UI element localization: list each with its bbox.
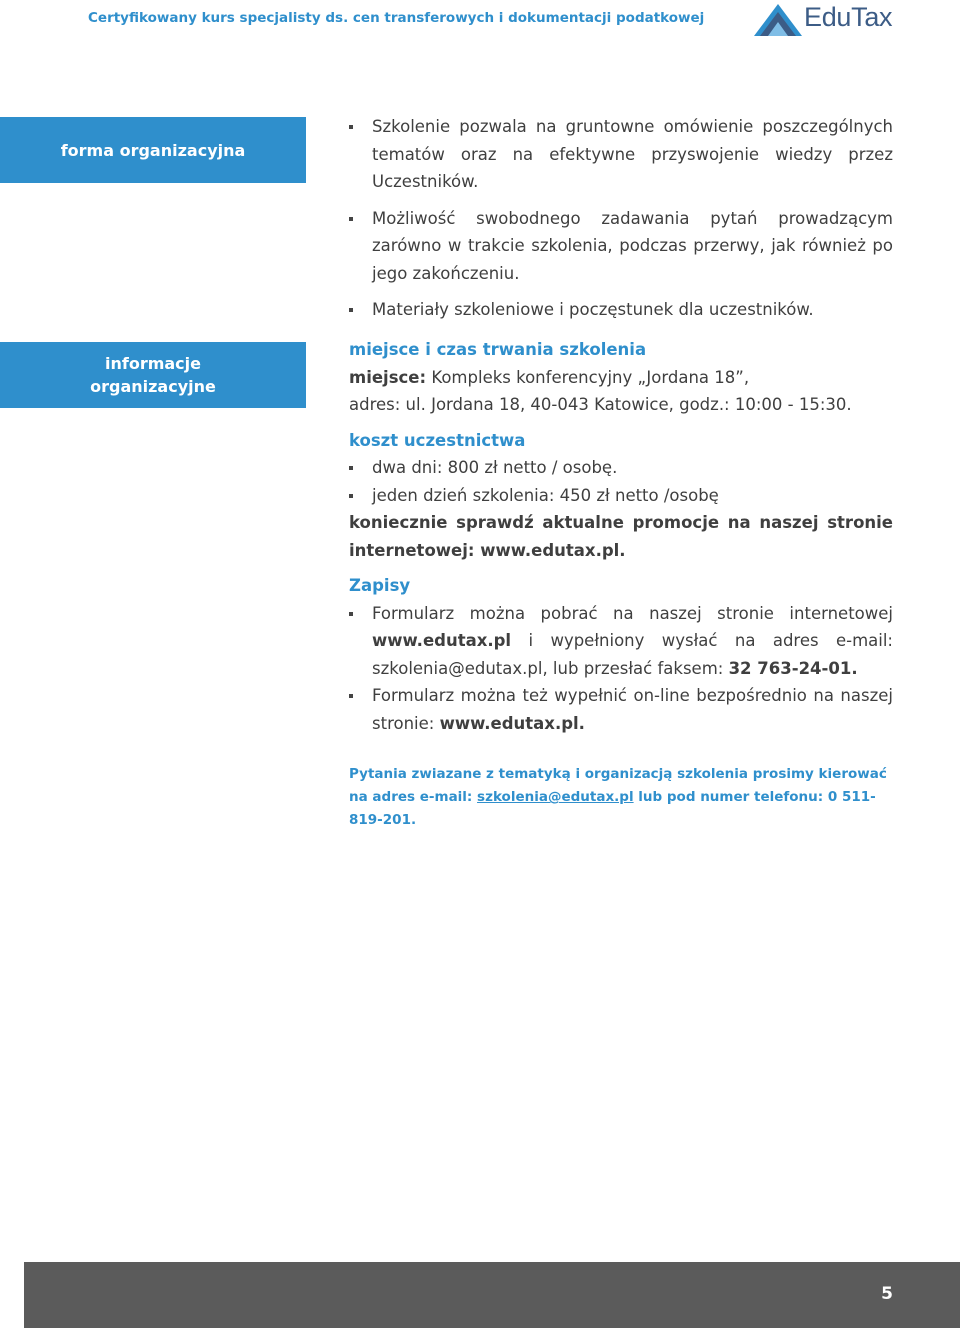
list-item: dwa dni: 800 zł netto / osobę. [349,454,893,482]
place-line [349,364,893,392]
enroll-item1-mid: i wypełniony wysłać na adres e-mail: szkolenia@edutax.pl, lub przesłać faksem: [372,631,893,678]
informacje-organizacyjne-label [0,342,306,408]
forma-section [349,113,893,333]
enroll-item2-link[interactable]: www.edutax.pl. [439,713,585,733]
cost-list [349,454,893,509]
list-item: Materiały szkoleniowe i poczęstunek dla uczestników. [349,296,893,324]
logo-text: EduTax [804,2,893,32]
contact-note [349,763,894,832]
logo-icon [752,2,804,38]
list-item [349,682,893,737]
list-item: Szkolenie pozwala na gruntowne omówienie poszczególnych tematów oraz na efektywne przyswojenie wiedzy przez Uczestników. [349,113,893,196]
contact-note-text: Pytania zwiazane z tematyką i organizacją szkolenia prosimy kierować na adres e-mail: [349,766,887,805]
info-label-line2: organizacyjne [90,377,216,396]
fax-number: 32 763-24-01. [728,658,858,678]
forma-label-text: forma organizacyjna [60,140,246,160]
forma-organizacyjna-label [0,117,306,183]
enroll-heading: Zapisy [349,576,411,595]
place-label: miejsce: [349,367,427,387]
enroll-item1-pre: Formularz można pobrać na naszej stronie internetowej [372,603,893,623]
info-label-line1: informacje [104,354,201,373]
list-item: Możliwość swobodnego zadawania pytań prowadzącym zarówno w trakcie szkolenia, podczas przerwy, jak również po jego zakończeniu. [349,205,893,288]
place-value: Kompleks konferencyjny „Jordana 18”, [426,367,750,387]
enroll-item2-pre: Formularz można też wypełnić on-line bezpośrednio na naszej stronie: [372,686,893,733]
enroll-list [349,600,893,738]
place-heading: miejsce i czas trwania szkolenia [349,340,647,359]
list-item: jeden dzień szkolenia: 450 zł netto /osobę [349,482,893,510]
forma-list [349,113,893,324]
page-number: 5 [881,1284,893,1304]
footer-bar [24,1262,960,1328]
list-item [349,600,893,683]
info-section [349,336,893,737]
promo-text: koniecznie sprawdź aktualne promocje na naszej stronie internetowej: www.edutax.pl. [349,513,893,560]
cost-heading: koszt uczestnictwa [349,430,526,450]
edutax-logo [752,0,902,38]
contact-email-link[interactable]: szkolenia@edutax.pl [477,789,634,805]
document-header-title: Certyfikowany kurs specjalisty ds. cen transferowych i dokumentacji podatkowej [88,10,705,26]
contact-note-text2: lub pod numer telefonu: 0 511-819-201. [349,789,876,828]
enroll-item1-link[interactable]: www.edutax.pl [372,631,512,650]
address-line: adres: ul. Jordana 18, 40-043 Katowice, godz.: 10:00 - 15:30. [349,395,852,414]
